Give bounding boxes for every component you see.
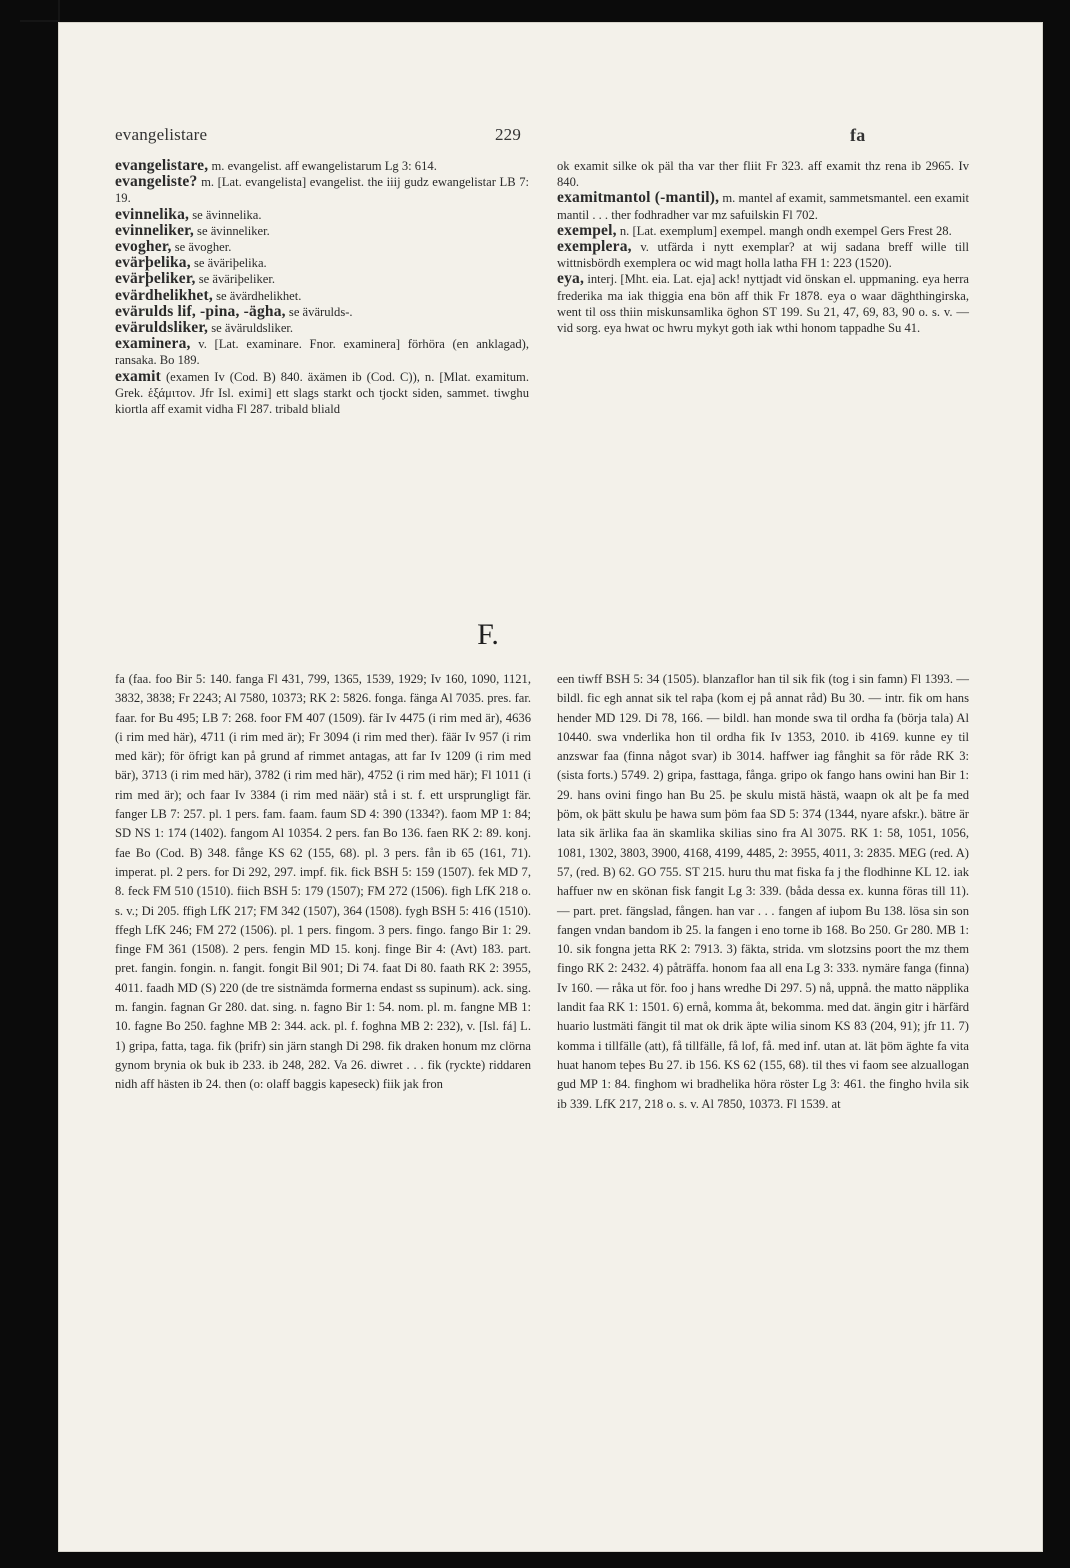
headword: evärþelika, <box>115 254 191 272</box>
entry-text: se äväriþeliker. <box>195 272 275 287</box>
entry <box>557 223 969 239</box>
entry-text: se äväriþelika. <box>190 256 267 271</box>
entry <box>115 369 529 418</box>
entry-text: (examen Iv (Cod. B) 840. äxämen ib (Cod. C)), n. [Mlat. examitum. Grek. ἑξάμιτον. Jfr Isl. eximi] ett slags starkt och tjockt siden, sammet. tiwghu kiortla aff examit vidha Fl 287. tribald bliald <box>115 369 529 417</box>
entry-text: m. mantel af examit, sammetsmantel. een examit mantil . . . ther fodhradher var mz safuilskin Fl 702. <box>557 191 969 222</box>
entry <box>557 271 969 336</box>
crop-mark <box>20 20 60 22</box>
entry-text: v. utfärda i nytt exemplar? at wij sadana breff wille till wittnisbördh exemplera oc wid magt holla latha FH 1: 223 (1520). <box>557 240 969 271</box>
entry-text: se ävärulds-. <box>285 304 353 319</box>
headword: exempel, <box>557 221 617 239</box>
running-head-left: evangelistare <box>115 125 208 144</box>
headword: evangelistare, <box>115 157 209 174</box>
entry <box>115 158 529 174</box>
entry-text: m. [Lat. evangelista] evangelist. the iiij gudz ewangelistar LB 7: 19. <box>115 175 529 206</box>
headword: examitmantol (-mantil), <box>557 189 720 207</box>
headword: evinneliker, <box>115 221 194 239</box>
headword: exemplera, <box>557 238 632 256</box>
entry <box>115 336 529 368</box>
page-number: 229 <box>494 125 522 144</box>
entry-text: se ävogher. <box>171 240 232 255</box>
entry <box>557 158 969 190</box>
entry <box>115 271 529 287</box>
headword: evärulds lif, -pina, -ägha, <box>115 302 286 320</box>
headword: evärþeliker, <box>115 270 196 288</box>
entry-text: n. [Lat. exemplum] exempel. mangh ondh exempel Gers Frest 28. <box>616 223 952 238</box>
entry-text: se ävinnelika. <box>189 207 262 222</box>
column-upper-right <box>557 158 969 336</box>
entry-text: se ävinneliker. <box>193 223 270 238</box>
column-lower-left <box>115 670 531 1095</box>
headword: evärdhelikhet, <box>115 286 213 304</box>
entry <box>557 190 969 222</box>
entry <box>557 239 969 271</box>
entry-text: ok examit silke ok päl tha var ther fliit Fr 323. aff examit thz rena ib 2965. Iv 840. <box>557 159 969 190</box>
dictionary-page <box>58 22 1043 1552</box>
entry-text: v. [Lat. examinare. Fnor. examinera] förhöra (en anklagad), ransaka. Bo 189. <box>115 337 529 368</box>
headword: evangeliste? <box>115 173 198 191</box>
column-lower-right <box>557 670 969 1114</box>
headword: evogher, <box>115 238 172 256</box>
entry <box>115 174 529 206</box>
entry <box>115 304 529 320</box>
headword: evinnelika, <box>115 205 190 223</box>
entry <box>115 320 529 336</box>
section-letter: F. <box>477 618 499 651</box>
entry-text: se ävärdhelikhet. <box>212 288 302 303</box>
entry <box>115 223 529 239</box>
entry-text: interj. [Mht. eia. Lat. eja] ack! nyttjadt vid önskan el. uppmaning. eya herra frederika ma iak thiggia ena bön aff thik Fr 1878. eya o waar däghthingirska, went til oss thiin miskunsamlika öghon ST 199. Su 21, 47, 69, 83, 90 o. s. v. — vid sorg. eya hwat oc hwru mykyt goth iak wthi honom tappadhe Su 41. <box>557 272 969 336</box>
entry <box>115 207 529 223</box>
entry <box>115 288 529 304</box>
column-upper-left <box>115 158 529 417</box>
crop-mark <box>58 0 60 22</box>
entry-text: se äväruldsliker. <box>208 321 294 336</box>
headword: examit <box>115 367 161 385</box>
running-head-right: fa <box>850 125 866 145</box>
entry-fa-part1: fa (faa. foo Bir 5: 140. fanga Fl 431, 799, 1365, 1539, 1929; Iv 160, 1090, 1121, 3832, 3838; Fr 2243; Al 7580, 10373; RK 2: 5826. fonga. fänga Al 7035. pres. far. faar. for Bu 495; LB 7: 268. foor FM 407 (1509). fär Iv 4475 (i rim med är), 4636 (i rim med här), 4711 (i rim med är); Fr 3094 (i rim med ther). fäär Iv 957 (i rim med kär); för öfrigt kan på grund af rimmet antagas, att far Iv 1209 (i rim med bär), 3713 (i rim med här), 3782 (i rim med här), 4752 (i rim med här); Fl 1011 (i rim med är); och faar Iv 3384 (i rim med näär) stå i st. f. ett ursprungligt fär. fanger LB 7: 257. pl. 1 pers. fam. faam. faum SD 4: 390 (1334?). faom MP 1: 84; SD NS 1: 174 (1402). fangom Al 10354. 2 pers. fan Bo 136. faen RK 2: 89. konj. fae Bo (Cod. B) 348. fånge KS 62 (155, 68). pl. 3 pers. fån ib 65 (161, 71). imperat. pl. 2 pers. for Di 292, 297. impf. fik. fick BSH 5: 159 (1507). fek MD 7, 8. feck FM 510 (1510). fiich BSH 5: 179 (1507); FM 272 (1506). figh LfK 218 o. s. v.; Di 205. ffigh LfK 217; FM 342 (1507), 364 (1508). fygh BSH 5: 416 (1510). ffegh LfK 246; FM 272 (1506). pl. 1 pers. fingom. 3 pers. fingo. fango Bir 1: 29. finge FM 361 (1508). 2 pers. fengin MD 15. konj. finge Bir 4: (Avt) 183. part. pret. fangin. fongin. n. fangit. fongit Bil 901; Di 74. faat Di 80. faath RK 2: 3955, 4011. faadh MD (S) 220 (de tre sistnämda formerna endast ss supinum). ack. sing. m. fangin. fagnan Gr 280. dat. sing. n. fagno Bir 1: 54. nom. pl. m. fangne MB 1: 10. fagne Bo 250. faghne MB 2: 344. ack. pl. f. foghna MB 2: 232), v. [Isl. fá] L. 1) gripa, fatta, taga. fik (þrifr) sin järn stangh Di 298. fik draken honum mz clörna gynom brynia ok buk ib 233. ib 248, 282. Va 26. diwret . . . fik (ryckte) riddaren nidh aff hästen ib 24. then (o: olaff baggis kapeseck) fiik jak fron <box>115 672 531 1092</box>
headword: eväruldsliker, <box>115 319 209 337</box>
entry <box>115 255 529 271</box>
entry-text: m. evangelist. aff ewangelistarum Lg 3: 614. <box>208 159 437 173</box>
entry-fa-part2: een tiwff BSH 5: 34 (1505). blanzaflor han til sik fik (tog i sin famn) Fl 1393. — bildl. fic egh annat sik tel raþa (kom ej på annat råd) Bu 30. — intr. fik om hans hender MD 129. Di 78, 166. — bildl. han monde swa til ordha fa (börja tala) Al 10440. swa vnderlika hon til ordha fik Iv 1353, 2010. ib 4169. kunne ey til anzswar faa (finna något svar) ib 3014. haffwer iag fånghit sa för råde RK 3: (sista forts.) 5749. 2) gripa, fasttaga, fånga. gripo ok fango hans owini han Bir 1: 29. hans ovini fingo han Bu 25. þe skulu mistä hästä, waapn ok alt þe fa med þöm, ok þätt skulu þe hawa sum þöm faa SD 5: 374 (1344, nyare afskr.). bätre är lata sik ärlika faa än skamlika skilias sino fra Al 3075. RK 1: 58, 1051, 1056, 1081, 1302, 3803, 3900, 4168, 4199, 4485, 2: 3955, 4011, 3: 2835. MEG (red. A) 57, (red. B) 62. GO 755. ST 215. huru thu mat fiska fa j the flodhinne KL 12. iak haffuer nw en skönan fisk fangit Lg 3: 339. (båda dessa ex. kunna föras till 11). — part. pret. fängslad, fången. han var . . . fangen af iuþom Bu 138. lösa sin son fangen vndan bandom ib 25. la fangen i eno torne ib 168. Bo 250. Gr 280. MB 1: 10. sik fongna jetta RK 2: 7913. 3) fäkta, strida. vm slotzsins poort the mz them fingo RK 2: 2432. 4) påträffa. honom faa all ena Lg 3: 333. nymäre fanga (finna) Iv 160. — råka ut för. foo j hans wredhe Di 297. 5) nå, uppnå. the matto näpplika landit faa RK 1: 1501. 6) ernå, komma åt, bekomma. med dat. ängin gitr i härfärd huario lustmäti fängit til mat ok drik äpte wilia sinom KS 83 (204, 91); jfr 11. 7) komma i tillfälle (att), få tillfälle, få lof, få. med inf. utan at. lät þöm äghte fa vita huat hanom teþes Bu 27. ib 156. KS 62 (155, 68). til thes vi faom see alzuallogan gud MP 1: 84. finghom wi bradhelika höra röster Lg 3: 461. the fingho hvila sik ib 339. LfK 217, 218 o. s. v. Al 7850, 10373. Fl 1539. at <box>557 672 969 1111</box>
entry <box>115 239 529 255</box>
headword: examinera, <box>115 335 191 353</box>
headword: eya, <box>557 270 585 288</box>
